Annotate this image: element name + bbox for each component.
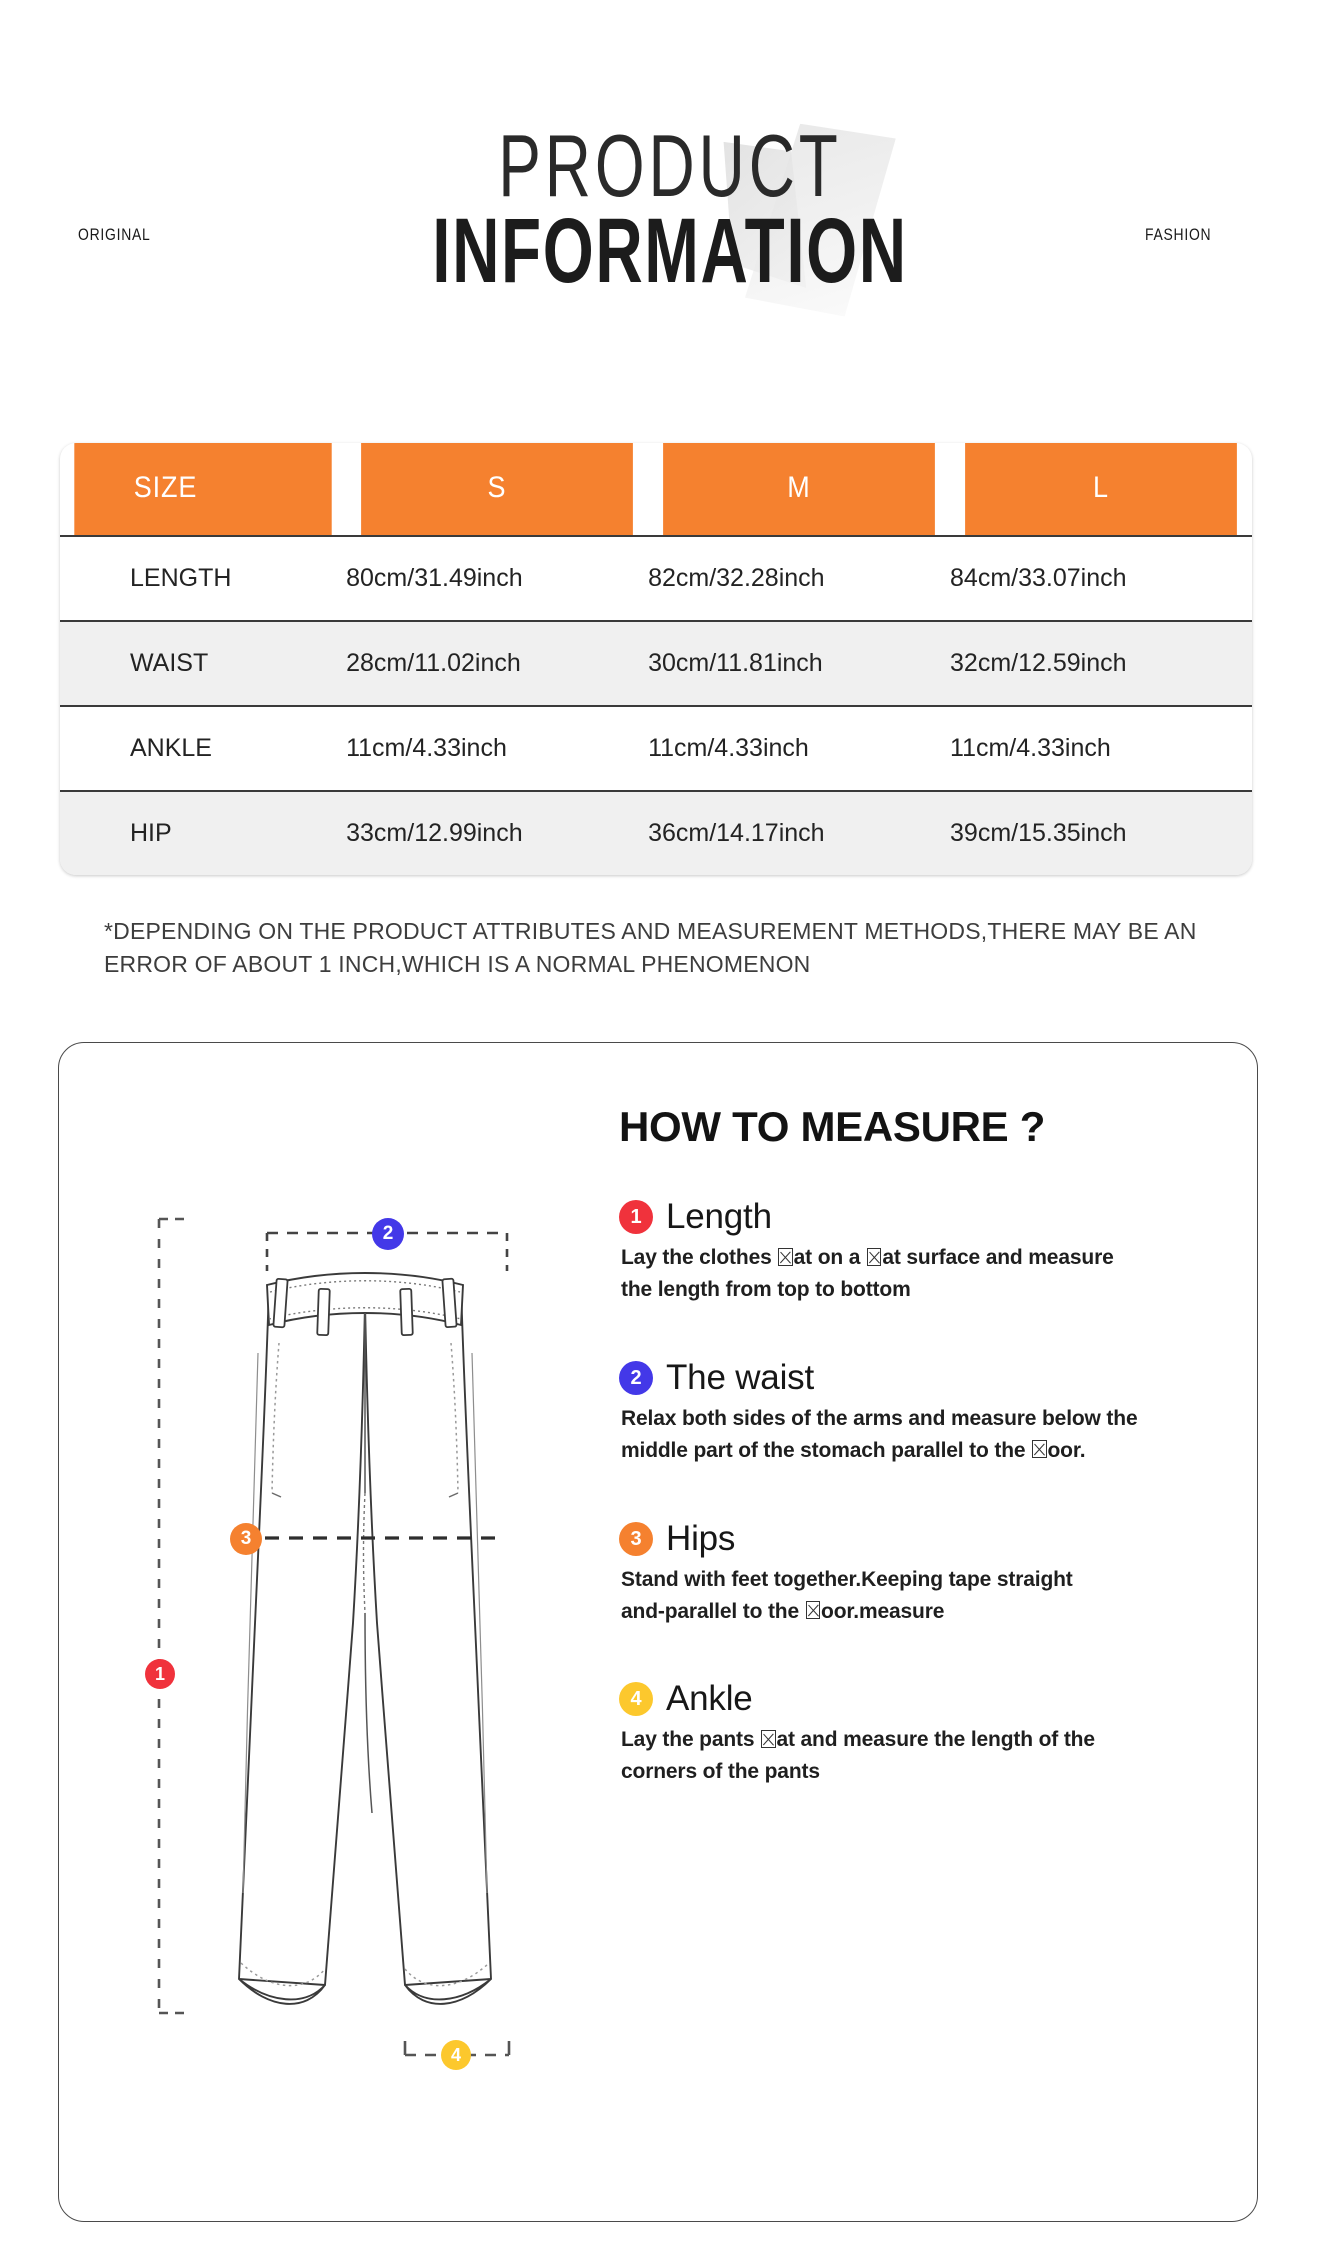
row-label-waist: WAIST [60, 620, 346, 705]
diagram-marker-2: 2 [372, 1218, 404, 1250]
size-chart-table [60, 443, 1252, 875]
page-header [0, 0, 1340, 330]
length-measure-line [159, 1219, 185, 2013]
step-header [619, 1679, 1209, 1719]
size-chart-body [60, 535, 1252, 875]
column-header-size: SIZE [74, 443, 331, 535]
step-badge-3: 3 [619, 1522, 653, 1556]
cell-hip-s: 33cm/12.99inch [346, 790, 648, 875]
cell-length-m: 82cm/32.28inch [648, 535, 950, 620]
table-row [60, 705, 1252, 790]
cell-ankle-l: 11cm/4.33inch [950, 705, 1252, 790]
size-chart-table-wrapper [60, 443, 1252, 875]
measure-step-ankle [619, 1679, 1209, 1788]
measure-step-length [619, 1197, 1209, 1306]
diagram-marker-1: 1 [145, 1659, 175, 1689]
column-header-l: L [965, 443, 1237, 535]
size-chart-disclaimer: *DEPENDING ON THE PRODUCT ATTRIBUTES AND MEASUREMENT METHODS,THERE MAY BE AN ERROR OF ABOUT 1 INCH,WHICH IS A NORMAL PHENOMENON [104, 918, 1197, 978]
cell-ankle-m: 11cm/4.33inch [648, 705, 950, 790]
how-to-measure-title: HOW TO MEASURE ? [619, 1103, 1046, 1150]
how-to-measure-panel [58, 1042, 1258, 2222]
step-body-hips: Stand with feet together.Keeping tape straight and-parallel to the oor.measure [621, 1567, 1073, 1623]
step-badge-2: 2 [619, 1361, 653, 1395]
column-header-m: M [663, 443, 935, 535]
table-row [60, 790, 1252, 875]
header-left-label: ORIGINAL [78, 225, 151, 244]
missing-glyph-icon [806, 1601, 821, 1619]
row-label-length: LENGTH [60, 535, 346, 620]
missing-glyph-icon [1032, 1440, 1047, 1458]
row-label-ankle: ANKLE [60, 705, 346, 790]
row-label-hip: HIP [60, 790, 346, 875]
missing-glyph-icon [778, 1248, 793, 1266]
table-header-row [60, 443, 1252, 535]
step-title-hips: Hips [666, 1518, 736, 1558]
step-header [619, 1358, 1209, 1398]
step-title-length: Length [666, 1197, 772, 1236]
table-row [60, 620, 1252, 705]
cell-ankle-s: 11cm/4.33inch [346, 705, 648, 790]
column-header-s: S [361, 443, 633, 535]
missing-glyph-icon [761, 1730, 776, 1748]
missing-glyph-icon [867, 1248, 882, 1266]
cell-hip-m: 36cm/14.17inch [648, 790, 950, 875]
step-body-ankle: Lay the pants at and measure the length of the corners of the pants [621, 1728, 1095, 1784]
measure-step-waist [619, 1358, 1209, 1467]
table-row [60, 535, 1252, 620]
pants-diagram [129, 1193, 609, 2118]
measure-instructions [619, 1103, 1209, 1840]
step-title-waist: The waist [666, 1357, 814, 1397]
cell-length-s: 80cm/31.49inch [346, 535, 648, 620]
step-title-ankle: Ankle [666, 1679, 753, 1719]
size-chart-header [60, 443, 1252, 535]
step-body-waist: Relax both sides of the arms and measure below the middle part of the stomach parallel to the oor. [621, 1406, 1138, 1462]
step-badge-4: 4 [619, 1682, 653, 1716]
cell-length-l: 84cm/33.07inch [950, 535, 1252, 620]
cell-hip-l: 39cm/15.35inch [950, 790, 1252, 875]
header-right-label: FASHION [1145, 225, 1212, 244]
step-badge-1: 1 [619, 1200, 653, 1234]
diagram-marker-3: 3 [230, 1523, 262, 1555]
cell-waist-l: 32cm/12.59inch [950, 620, 1252, 705]
step-header [619, 1197, 1209, 1237]
page-title [0, 117, 1340, 303]
page-title-line1: PRODUCT [498, 117, 842, 216]
cell-waist-s: 28cm/11.02inch [346, 620, 648, 705]
page-title-line2: INFORMATION [432, 200, 908, 303]
diagram-marker-4: 4 [441, 2040, 471, 2070]
measure-step-hips [619, 1519, 1209, 1628]
cell-waist-m: 30cm/11.81inch [648, 620, 950, 705]
step-header [619, 1519, 1209, 1559]
step-body-length: Lay the clothes at on a at surface and measure the length from top to bottom [621, 1246, 1114, 1301]
